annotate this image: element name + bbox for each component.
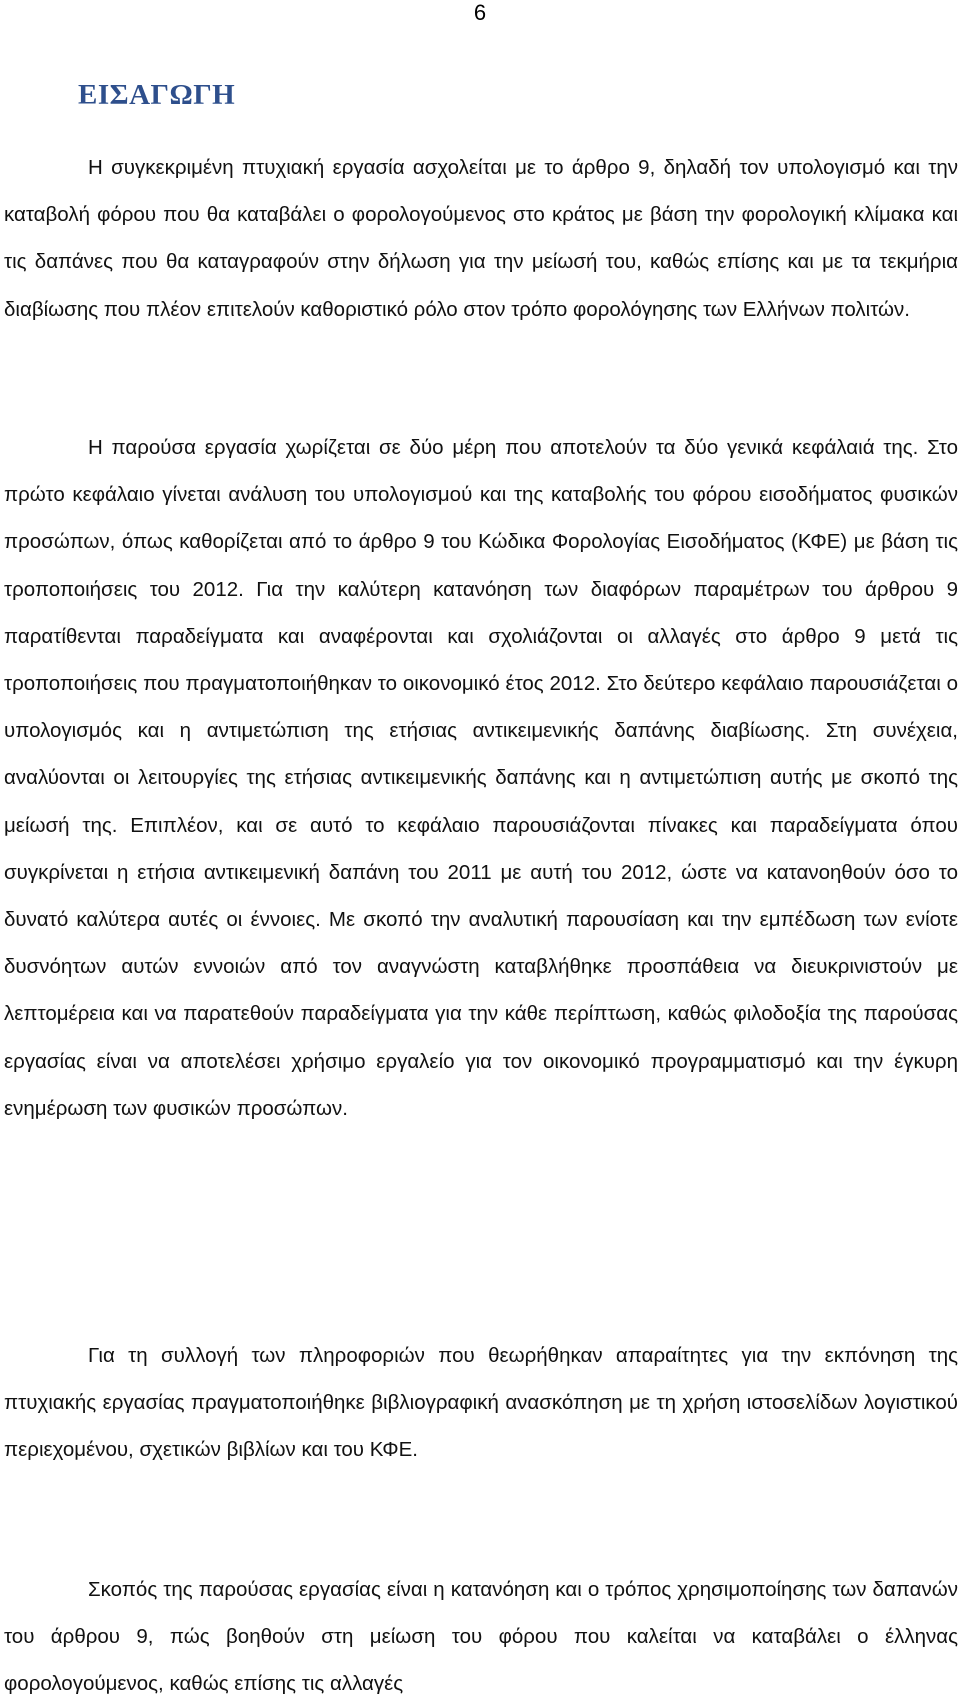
paragraph-text: Η παρούσα εργασία χωρίζεται σε δύο μέρη που αποτελούν τα δύο γενικά κεφάλαιά της. Στο πρώτο κεφάλαιο γίνεται ανάλυση του υπολογισμού και της καταβολής του φόρου εισοδήματος φυσικών προσώπων, όπως καθορίζεται από το άρθρο 9 του Κώδικα Φορολογίας Εισοδήματος (ΚΦΕ) με βάση τις τροποποιήσεις του 2012. Για την καλύτερη κατανόηση των διαφόρων παραμέτρων του άρθρου 9 παρατίθενται παραδείγματα και αναφέρονται και σχολιάζονται οι αλλαγές στο άρθρο 9 μετά τις τροποποιήσεις που πραγματοποιήθηκαν το οικονομικό έτος 2012. Στο δεύτερο κεφάλαιο παρουσιάζεται ο υπολογισμός και η αντιμετώπιση της ετήσιας αντικειμενικής δαπάνης διαβίωσης. Στη συνέχεια, αναλύονται οι λειτουργίες της ετήσιας αντικειμενικής δαπάνης και η αντιμετώπιση αυτής με σκοπό της μείωσή της. Επιπλέον, και σε αυτό το κεφάλαιο παρουσιάζονται πίνακες και παραδείγματα όπου συγκρίνεται η ετήσια αντικειμενική δαπάνη του 2011 με αυτή του 2012, ώστε να κατανοηθούν όσο το δυνατό καλύτερα αυτές οι έννοιες. Με σκοπό την αναλυτική παρουσίαση και την εμπέδωση των ενίοτε δυσνόητων αυτών εννοιών από τον αναγνώστη καταβλήθηκε προσπάθεια να διευκρινιστούν με λεπτομέρεια και να παρατεθούν παραδείγματα για την κάθε περίπτωση, καθώς φιλοδοξία της παρούσας εργασίας είναι να αποτελέσει χρήσιμο εργαλείο για τον οικονομικό προγραμματισμό και την έγκυρη ενημέρωση των φυσικών προσώπων. [4, 436, 958, 1120]
paragraph-structure [4, 424, 958, 1132]
paragraph-text: Σκοπός της παρούσας εργασίας είναι η κατανόηση και ο τρόπος χρησιμοποίησης των δαπανών του άρθρου 9, πώς βοηθούν στη μείωση του φόρου που καλείται να καταβάλει ο έλληνας φορολογούμενος, καθώς επίσης τις αλλαγές [4, 1578, 958, 1696]
page-number: 6 [473, 0, 487, 25]
paragraph-text: Για τη συλλογή των πληροφοριών που θεωρήθηκαν απαραίτητες για την εκπόνηση της πτυχιακής εργασίας πραγματοποιήθηκε βιβλιογραφική ανασκόπηση με τη χρήση ιστοσελίδων λογιστικού περιεχομένου, σχετικών βιβλίων και του ΚΦΕ. [4, 1344, 958, 1462]
paragraph-sources [4, 1332, 958, 1474]
paragraph-intro [4, 144, 958, 333]
paragraph-purpose [4, 1566, 958, 1708]
section-heading: ΕΙΣΑΓΩΓΗ [78, 79, 236, 111]
paragraph-text: Η συγκεκριμένη πτυχιακή εργασία ασχολείται με το άρθρο 9, δηλαδή τον υπολογισμό και την καταβολή φόρου που θα καταβάλει ο φορολογούμενος στο κράτος με βάση την φορολογική κλίμακα και τις δαπάνες που θα καταγραφούν στην δήλωση για την μείωσή του, καθώς επίσης και με τα τεκμήρια διαβίωσης που πλέον επιτελούν καθοριστικό ρόλο στον τρόπο φορολόγησης των Ελλήνων πολιτών. [4, 156, 958, 321]
